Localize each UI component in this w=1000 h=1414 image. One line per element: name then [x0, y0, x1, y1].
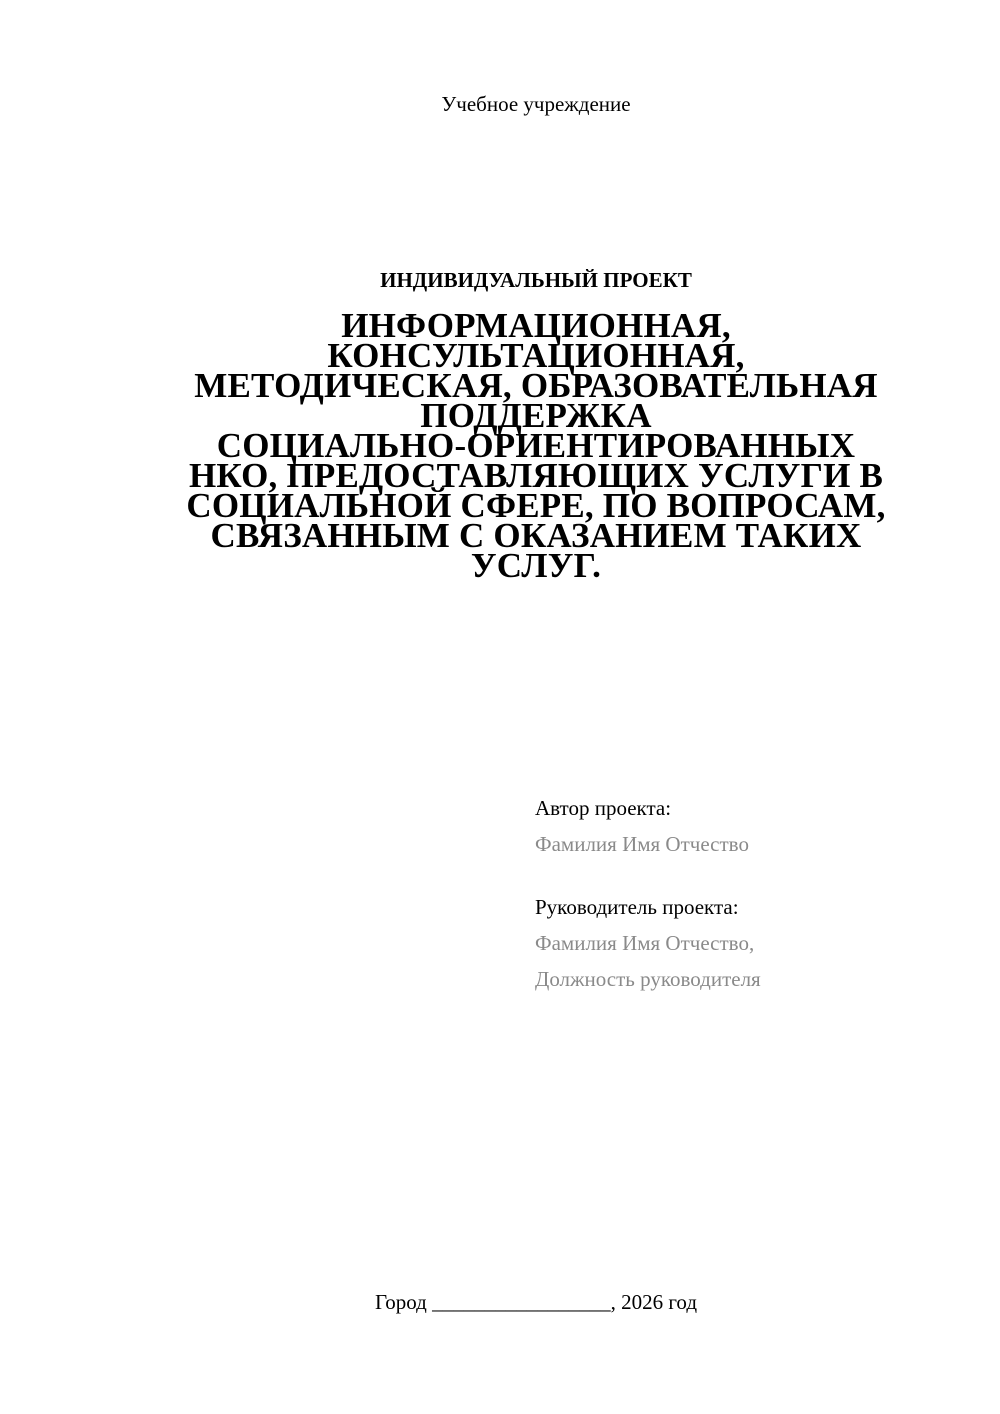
- title-line: ПОДДЕРЖКА: [420, 396, 652, 435]
- supervisor-position: Должность руководителя: [535, 967, 761, 991]
- project-title: [150, 306, 922, 585]
- supervisor-name: Фамилия Имя Отчество,: [535, 931, 755, 955]
- title-line: МЕТОДИЧЕСКАЯ, ОБРАЗОВАТЕЛЬНАЯ: [194, 366, 878, 405]
- institution-name: Учебное учреждение: [441, 92, 631, 116]
- title-line: СВЯЗАННЫМ С ОКАЗАНИЕМ ТАКИХ: [210, 516, 862, 555]
- author-name: Фамилия Имя Отчество: [535, 832, 749, 856]
- title-line: ИНФОРМАЦИОННАЯ,: [341, 306, 731, 345]
- city-year-line: Город _________________, 2026 год: [374, 1290, 698, 1314]
- project-type-heading: ИНДИВИДУАЛЬНЫЙ ПРОЕКТ: [380, 268, 692, 292]
- title-line: СОЦИАЛЬНОЙ СФЕРЕ, ПО ВОПРОСАМ,: [186, 486, 886, 525]
- title-line: КОНСУЛЬТАЦИОННАЯ,: [327, 336, 745, 375]
- credits-block: [535, 790, 761, 997]
- title-line: УСЛУГ.: [470, 546, 602, 585]
- supervisor-label: Руководитель проекта:: [535, 895, 739, 919]
- spacer: [535, 862, 761, 889]
- author-label: Автор проекта:: [535, 796, 672, 820]
- title-line: НКО, ПРЕДОСТАВЛЯЮЩИХ УСЛУГИ В: [189, 456, 883, 495]
- title-line: СОЦИАЛЬНО-ОРИЕНТИРОВАННЫХ: [216, 426, 856, 465]
